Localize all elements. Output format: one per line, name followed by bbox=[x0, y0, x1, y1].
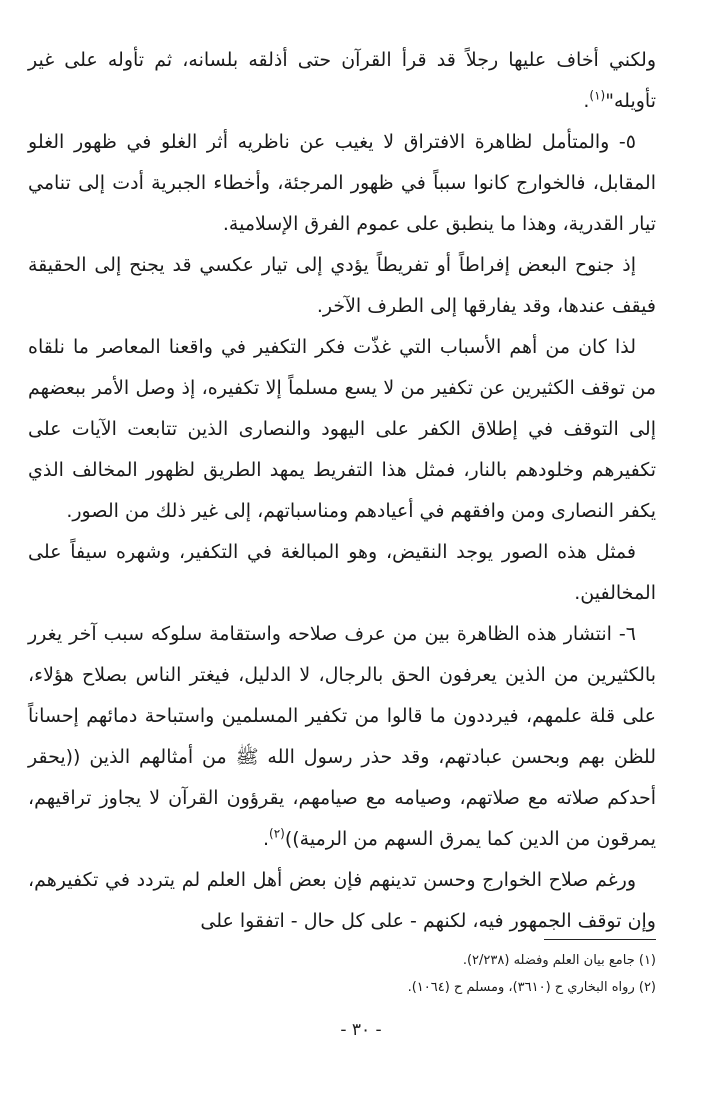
paragraph-causes: لذا كان من أهم الأسباب التي غذّت فكر التكفير في واقعنا المعاصر ما نلقاه من توقف الكثيرين عن تكفير من لا يسع مسلماً إلا تكفيره، إذ وصل الأمر ببعضهم إلى التوقف في إطلاق الكفر على اليهود والنصارى الذين تتابعت الآيات على تكفيرهم وخلودهم بالنار، فمثل هذا التفريط يمهد الطريق لظهور المخالف الذي يكفر النصارى ومن وافقهم في أعيادهم ومناسباتهم، إلى غير ذلك من الصور. bbox=[28, 336, 656, 522]
footnote-divider bbox=[544, 939, 656, 940]
paragraph-deviation: إذ جنوح البعض إفراطاً أو تفريطاً يؤدي إلى تيار عكسي قد يجنح إلى الحقيقة فيقف عندها، وقد يفارقها إلى الطرف الآخر. bbox=[28, 254, 656, 317]
paragraph-end-mark: . bbox=[583, 90, 590, 112]
page-number: - ٣٠ - bbox=[340, 1020, 382, 1040]
paragraph-text: ولكني أخاف عليها رجلاً قد قرأ القرآن حتى أذلقه بلسانه، ثم تأوله على غير تأويله" bbox=[28, 49, 656, 112]
paragraph-continuation bbox=[28, 40, 656, 122]
paragraph-end-mark: . bbox=[262, 828, 269, 850]
footnotes bbox=[28, 947, 656, 1001]
paragraph-point-6 bbox=[28, 614, 656, 860]
body-text bbox=[28, 40, 656, 942]
paragraph-opposite: فمثل هذه الصور يوجد النقيض، وهو المبالغة في التكفير، وشهره سيفاً على المخالفين. bbox=[28, 541, 656, 604]
paragraph-khawarij: ورغم صلاح الخوارج وحسن تدينهم فإن بعض أهل العلم لم يتردد في تكفيرهم، وإن توقف الجمهور فيه، لكنهم - على كل حال - اتفقوا على bbox=[28, 869, 656, 932]
footnote-2: (٢) رواه البخاري ح (٣٦١٠)، ومسلم ح (١٠٦٤). bbox=[407, 980, 656, 995]
footnote-ref-1[interactable]: (١) bbox=[589, 88, 606, 103]
paragraph-point-5: ٥- والمتأمل لظاهرة الافتراق لا يغيب عن ناظريه أثر الغلو في ظهور الغلو المقابل، فالخوارج كانوا سبباً في ظهور المرجئة، وأخطاء الجبرية أدت إلى تنامي تيار القدرية، وهذا ما ينطبق على عموم الفرق الإسلامية. bbox=[28, 131, 656, 235]
footnote-1: (١) جامع بيان العلم وفضله (٢/٢٣٨). bbox=[462, 953, 656, 968]
footnote-ref-2[interactable]: (٢) bbox=[269, 826, 285, 841]
paragraph-text: ٦- انتشار هذه الظاهرة بين من عرف صلاحه واستقامة سلوكه سبب آخر يغرر بالكثيرين من الذين يعرفون الحق بالرجال، لا الدليل، فيغتر الناس بصلاح هؤلاء، على قلة علمهم، فيرددون ما قالوا من تكفير المسلمين واستباحة دمائهم إحساناً للظن بهم وبحسن عبادتهم، وقد حذر رسول الله ﷺ من أمثالهم الذين ((يحقر أحدكم صلاته مع صلاتهم، وصيامه مع صيامهم، يقرؤون القرآن لا يجاوز تراقيهم، يمرقون من الدين كما يمرق السهم من الرمية)) bbox=[28, 623, 656, 850]
